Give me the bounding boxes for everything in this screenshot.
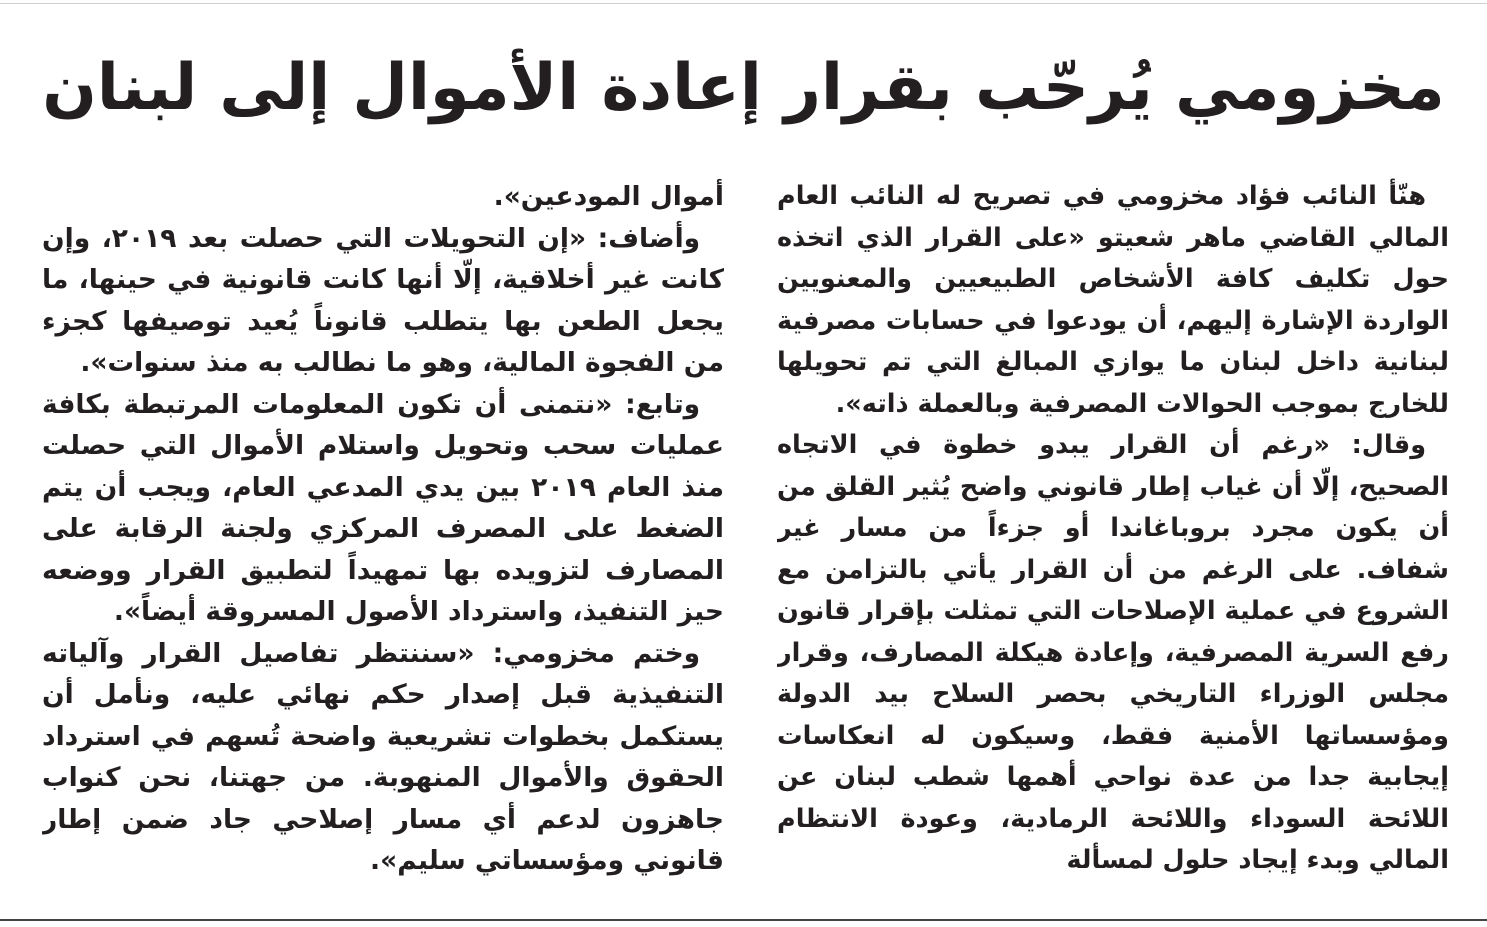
paragraph: هنّأ النائب فؤاد مخزومي في تصريح له النائب العام المالي القاضي ماهر شعيتو «على القرار الذي اتخذه حول تكليف كافة الأشخاص الطبيعيين والمعنويين الواردة الإشارة إليهم، أن يودعوا في حسابات مصرفية لبنانية داخل لبنان ما يوازي المبالغ التي تم تحويلها للخارج بموجب الحوالات المصرفية وبالعملة ذاته». bbox=[777, 181, 1449, 419]
paragraph: وتابع: «نتمنى أن تكون المعلومات المرتبطة بكافة عمليات سحب وتحويل واستلام الأموال التي حصلت منذ العام ٢٠١٩ بين يدي المدعي العام، ويجب أن يتم الضغط على المصرف المركزي ولجنة الرقابة على المصارف لتزويده بها تمهيداً لتطبيق القرار ووضعه حيز التنفيذ، واسترداد الأصول المسروقة أيضاً». bbox=[42, 388, 724, 627]
paragraph: وختم مخزومي: «سننتظر تفاصيل القرار وآلياته التنفيذية قبل إصدار حكم نهائي عليه، ونأمل أن يستكمل بخطوات تشريعية واضحة تُسهم في استرداد الحقوق والأموال المنهوبة. من جهتنا، نحن كنواب جاهزون لدعم أي مسار إصلاحي جاد ضمن إطار قانوني ومؤسساتي سليم». bbox=[42, 637, 724, 876]
bottom-rule bbox=[0, 919, 1487, 921]
article-headline: مخزومي يُرحّب بقرار إعادة الأموال إلى لبنان bbox=[42, 51, 1445, 125]
article-column-left bbox=[42, 176, 724, 888]
top-rule bbox=[0, 3, 1487, 4]
article-column-right bbox=[777, 176, 1449, 888]
paragraph: وقال: «رغم أن القرار يبدو خطوة في الاتجاه الصحيح، إلّا أن غياب إطار قانوني واضح يُثير القلق من أن يكون مجرد بروباغاندا أو جزءاً من مسار غير شفاف. على الرغم من أن القرار يأتي بالتزامن مع الشروع في عملية الإصلاحات التي تمثلت بإقرار قانون رفع السرية المصرفية، وإعادة هيكلة المصارف، وقرار مجلس الوزراء التاريخي بحصر السلاح بيد الدولة ومؤسساتها الأمنية فقط، وسيكون له انعكاسات إيجابية جدا من عدة نواحي أهمها شطب لبنان عن اللائحة السوداء واللائحة الرمادية، وعودة الانتظام المالي وبدء إيجاد حلول لمسألة bbox=[777, 430, 1449, 875]
paragraph: وأضاف: «إن التحويلات التي حصلت بعد ٢٠١٩، وإن كانت غير أخلاقية، إلّا أنها كانت قانونية في حينها، ما يجعل الطعن بها يتطلب قانوناً يُعيد توصيفها كجزء من الفجوة المالية، وهو ما نطالب به منذ سنوات». bbox=[42, 222, 724, 378]
paragraph: أموال المودعين». bbox=[493, 181, 724, 212]
